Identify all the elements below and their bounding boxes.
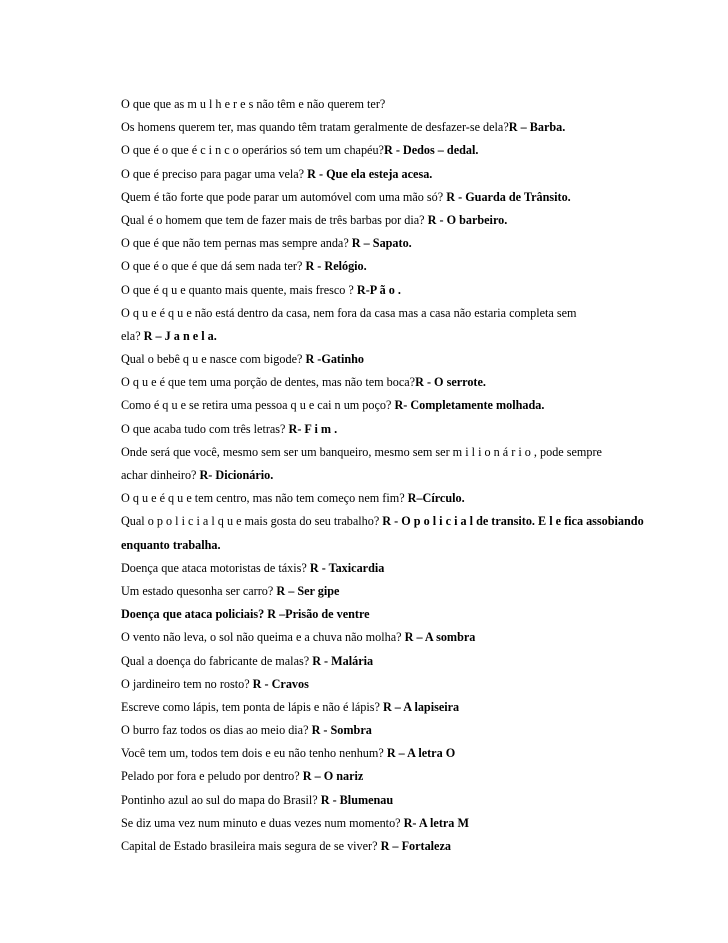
riddle-line [121,255,641,278]
riddle-answer: R - Dedos – dedal. [383,143,479,158]
riddle-answer: R - O p o l i c i a l de transito. E l e fica assobiando [382,514,644,529]
riddle-line [121,348,641,371]
riddle-question: Pontinho azul ao sul do mapa do Brasil? [121,792,318,807]
riddle-question: Quem é tão forte que pode parar um automóvel com uma mão só? [121,189,444,204]
riddle-question: O que é q u e quanto mais quente, mais fresco ? [121,282,354,297]
riddle-question: O jardineiro tem no rosto? [121,676,250,691]
riddle-line [121,302,641,325]
riddle-answer: R – A letra O [386,746,456,761]
riddle-question: Onde será que você, mesmo sem ser um banqueiro, mesmo sem ser m i l i o n á r i o , pode sempre [121,444,602,459]
riddle-answer: R – Fortaleza [380,839,451,853]
riddle-question: O q u e é que tem uma porção de dentes, mas não tem boca? [121,375,416,390]
riddle-question: Pelado por fora e peludo por dentro? [121,769,300,784]
riddle-question: O que é o que é que dá sem nada ter? [121,259,303,274]
riddle-question: O burro faz todos os dias ao meio dia? [121,723,309,738]
riddle-line [121,325,641,348]
riddle-answer: R–Círculo. [407,491,465,506]
riddle-question: Como é q u e se retira uma pessoa q u e cai n um poço? [121,398,392,413]
riddle-line [121,789,641,812]
riddle-question: O vento não leva, o sol não queima e a chuva não molha? [121,630,402,645]
riddle-question: Se diz uma vez num minuto e duas vezes num momento? [121,815,401,830]
riddle-line [121,626,641,649]
riddle-question: Qual o p o l i c i a l q u e mais gosta do seu trabalho? [121,514,380,529]
riddle-answer: R - Malária [312,653,374,668]
riddle-line [121,371,641,394]
riddle-answer: R-P ã o . [356,282,401,297]
riddle-answer: R – Barba. [508,120,566,135]
riddle-answer: R - O serrote. [415,375,486,390]
riddle-question: Os homens querem ter, mas quando têm tratam geralmente de desfazer-se dela? [121,120,509,135]
riddle-question: achar dinheiro? [121,468,197,482]
riddle-question: O q u e é q u e tem centro, mas não tem começo nem fim? [121,491,405,506]
riddle-answer: R - Taxicardia [309,560,385,575]
riddle-line [121,279,641,302]
riddle-line [121,394,641,417]
riddle-answer: enquanto trabalha. [121,537,221,552]
riddle-line [121,719,641,742]
riddle-line [121,812,641,835]
document-page [121,93,644,858]
riddle-answer: R - Sombra [311,723,372,738]
riddle-line [121,603,641,626]
riddle-answer: R – O nariz [302,769,364,784]
riddle-question: O que que as m u l h e r e s não têm e não querem ter? [121,97,386,111]
riddle-line [121,580,641,603]
riddle-answer: R- Dicionário. [199,468,274,482]
riddle-question: ela? [121,328,141,343]
riddle-line [121,232,641,255]
riddle-line [121,487,641,510]
riddle-answer: R – Sapato. [351,236,412,251]
riddle-answer: R – A lapiseira [382,699,460,714]
riddle-question: Você tem um, todos tem dois e eu não tenho nenhum? [121,746,384,761]
riddle-answer: R - Relógio. [305,259,367,274]
riddle-answer: R – Ser gipe [276,583,340,598]
riddle-question: Qual o bebê q u e nasce com bigode? [121,352,303,367]
riddle-answer: R – J a n e l a. [143,328,217,343]
riddle-line [121,742,641,765]
riddle-answer: R- F i m . [288,421,338,436]
riddle-line [121,650,641,673]
riddle-line [121,418,641,441]
riddle-question: Qual é o homem que tem de fazer mais de três barbas por dia? [121,212,425,227]
riddle-line [121,673,641,696]
riddle-question: Um estado quesonha ser carro? [121,583,274,598]
riddle-line [121,441,641,464]
riddle-answer: R - Que ela esteja acesa. [307,166,433,181]
riddle-line [121,464,641,487]
riddle-line [121,186,641,209]
riddle-line [121,93,641,116]
riddle-answer: R- Completamente molhada. [394,398,545,413]
riddle-answer: R - O barbeiro. [427,212,508,227]
riddle-line [121,534,641,557]
riddle-question: O que é que não tem pernas mas sempre anda? [121,236,349,251]
riddle-question: Doença que ataca motoristas de táxis? [121,560,307,575]
riddle-line [121,696,641,719]
riddle-line [121,557,641,580]
riddle-line [121,163,641,186]
riddle-question: O q u e é q u e não está dentro da casa, nem fora da casa mas a casa não estaria completa sem [121,305,577,320]
riddle-question: O que acaba tudo com três letras? [121,421,286,436]
riddle-question: Qual a doença do fabricante de malas? [121,653,310,668]
riddle-answer: Doença que ataca policiais? R –Prisão de ventre [121,607,370,622]
riddle-question: O que é preciso para pagar uma vela? [121,166,305,181]
riddle-answer: R -Gatinho [305,352,365,367]
riddle-line [121,139,641,162]
riddle-question: Escreve como lápis, tem ponta de lápis e não é lápis? [121,699,380,714]
riddle-answer: R - Blumenau [320,792,394,807]
riddle-answer: R – A sombra [404,630,476,645]
riddle-question: Capital de Estado brasileira mais segura de se viver? [121,839,378,853]
riddle-line [121,510,644,533]
riddle-question: O que é o que é c i n c o operários só tem um chapéu? [121,143,384,158]
riddle-line [121,209,641,232]
riddle-answer: R- A letra M [403,815,469,830]
riddle-line [121,116,641,139]
riddle-answer: R - Cravos [252,676,309,691]
riddle-answer: R - Guarda de Trânsito. [446,189,571,204]
riddle-line [121,835,641,858]
riddle-line [121,765,641,788]
